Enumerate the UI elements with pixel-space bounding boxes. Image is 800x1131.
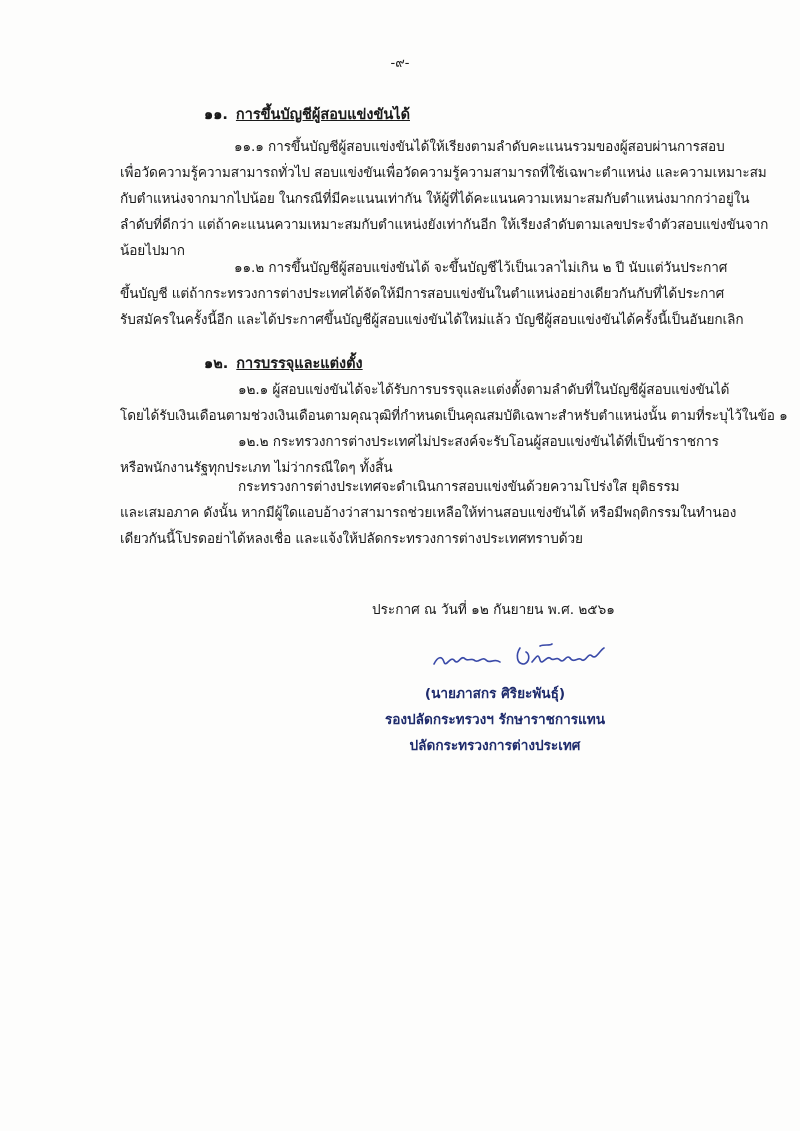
section-12-number: ๑๒.: [204, 356, 229, 372]
signatory-name: (นายภาสกร ศิริยะพันธุ์): [424, 686, 566, 702]
handwritten-signature: [432, 638, 622, 674]
section-11-heading: [204, 103, 410, 126]
section-12-1-line: ๑๒.๑ ผู้สอบแข่งขันได้จะได้รับการบรรจุและแต่งตั้งตามลำดับที่ในบัญชีผู้สอบแข่งขันได้: [238, 382, 730, 398]
section-12-2-line: ๑๒.๒ กระทรวงการต่างประเทศไม่ประสงค์จะรับโอนผู้สอบแข่งขันได้ที่เป็นข้าราชการ: [238, 434, 719, 450]
section-12-title: การบรรจุและแต่งตั้ง: [236, 356, 363, 372]
section-11-2-line: ขึ้นบัญชี แต่ถ้ากระทรวงการต่างประเทศได้จัดให้มีการสอบแข่งขันในตำแหน่งอย่างเดียวกันกับที่ได้ประกาศ: [120, 286, 725, 302]
signatory-position: รองปลัดกระทรวงฯ รักษาราชการแทน: [384, 712, 606, 728]
section-11-1-line: น้อยไปมาก: [120, 243, 185, 259]
announcement-date: ประกาศ ณ วันที่ ๑๒ กันยายน พ.ศ. ๒๕๖๑: [372, 602, 615, 618]
section-12-heading: [204, 352, 363, 375]
closing-paragraph-line: และเสมอภาค ดังนั้น หากมีผู้ใดแอบอ้างว่าสามารถช่วยเหลือให้ท่านสอบแข่งขันได้ หรือมีพฤติกรรมในทำนอง: [120, 505, 737, 521]
closing-paragraph-line: เดียวกันนี้โปรดอย่าได้หลงเชื่อ และแจ้งให้ปลัดกระทรวงการต่างประเทศทราบด้วย: [120, 531, 583, 547]
section-11-2-line: ๑๑.๒ การขึ้นบัญชีผู้สอบแข่งขันได้ จะขึ้นบัญชีไว้เป็นเวลาไม่เกิน ๒ ปี นับแต่วันประกาศ: [234, 260, 728, 276]
section-11-title: การขึ้นบัญชีผู้สอบแข่งขันได้: [235, 107, 410, 123]
section-11-1-line: ๑๑.๑ การขึ้นบัญชีผู้สอบแข่งขันได้ให้เรียงตามลำดับคะแนนรวมของผู้สอบผ่านการสอบ: [234, 139, 725, 155]
section-12-2-line: หรือพนักงานรัฐทุกประเภท ไม่ว่ากรณีใดๆ ทั้งสิ้น: [120, 460, 393, 476]
section-11-2-line: รับสมัครในครั้งนี้อีก และได้ประกาศขึ้นบัญชีผู้สอบแข่งขันได้ใหม่แล้ว บัญชีผู้สอบแข่งขันได้ครั้งนี้เป็นอันยกเลิก: [120, 312, 744, 328]
page-number: -๙-: [390, 56, 410, 71]
section-11-number: ๑๑.: [204, 107, 228, 123]
section-11-1-line: กับตำแหน่งจากมากไปน้อย ในกรณีที่มีคะแนนเท่ากัน ให้ผู้ที่ได้คะแนนความเหมาะสมกับตำแหน่งมากกว่าอยู่ใน: [120, 191, 750, 207]
section-11-1-line: ลำดับที่ดีกว่า แต่ถ้าคะแนนความเหมาะสมกับตำแหน่งยังเท่ากันอีก ให้เรียงลำดับตามเลขประจำตัวสอบแข่งขันจาก: [120, 217, 769, 233]
section-12-1-line: โดยได้รับเงินเดือนตามช่วงเงินเดือนตามคุณวุฒิที่กำหนดเป็นคุณสมบัติเฉพาะสำหรับตำแหน่งนั้น ตามที่ระบุไว้ในข้อ ๑: [120, 408, 788, 424]
closing-paragraph-line: กระทรวงการต่างประเทศจะดำเนินการสอบแข่งขันด้วยความโปร่งใส ยุติธรรม: [238, 479, 680, 495]
section-11-1-line: เพื่อวัดความรู้ความสามารถทั่วไป สอบแข่งขันเพื่อวัดความรู้ความสามารถที่ใช้เฉพาะตำแหน่ง และความเหมาะสม: [120, 165, 767, 181]
signatory-position: ปลัดกระทรวงการต่างประเทศ: [409, 738, 581, 754]
